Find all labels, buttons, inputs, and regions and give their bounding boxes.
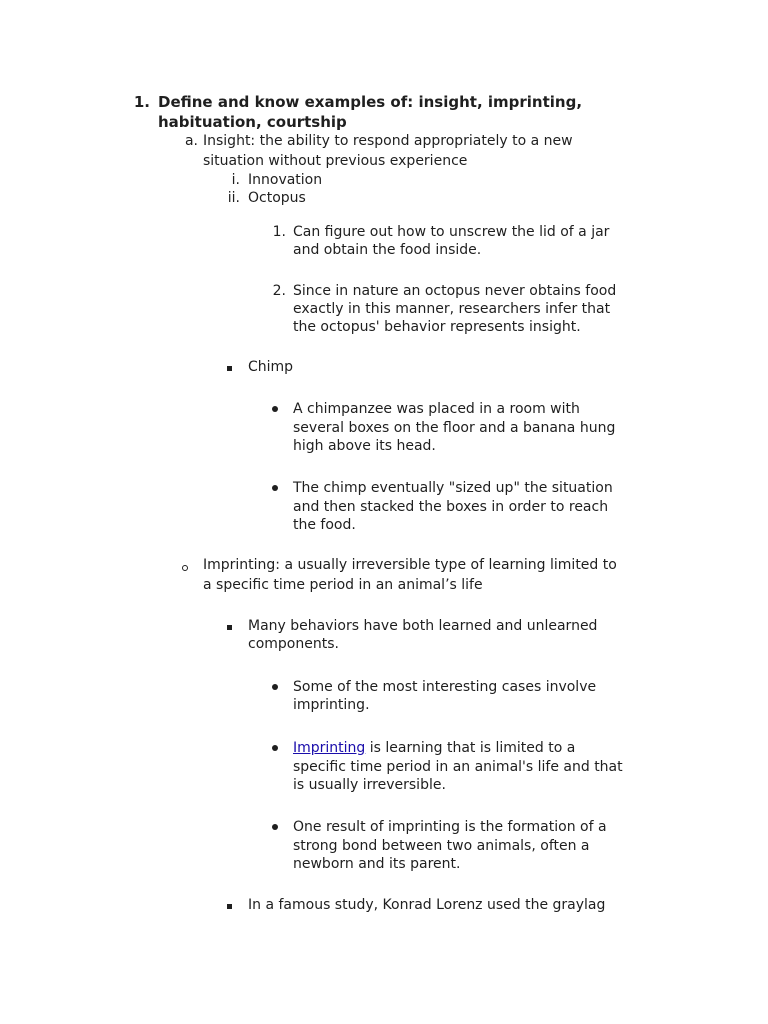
list-item: Since in nature an octopus never obtains food — [293, 283, 617, 299]
list-item-text: is learning that is limited to a — [365, 740, 576, 756]
imprinting-definition-line: Imprinting: a usually irreversible type of learning limited to — [203, 557, 617, 573]
list-item: specific time period in an animal's life and that — [293, 759, 623, 775]
round-bullet-icon — [272, 485, 278, 491]
list-item: is usually irreversible. — [293, 777, 446, 793]
list-item: strong bond between two animals, often a — [293, 838, 590, 854]
list-item: several boxes on the floor and a banana hung — [293, 420, 616, 436]
list-marker: ii. — [227, 190, 240, 206]
list-item: the octopus' behavior represents insight. — [293, 319, 581, 335]
list-item: Octopus — [248, 190, 306, 206]
list-item: The chimp eventually "sized up" the situation — [293, 480, 613, 496]
list-item: Chimp — [248, 359, 294, 375]
list-item: In a famous study, Konrad Lorenz used the graylag — [248, 897, 606, 913]
square-bullet-icon — [227, 625, 232, 630]
round-bullet-icon — [272, 684, 278, 690]
hollow-bullet-icon — [182, 565, 188, 571]
list-item: imprinting. — [293, 697, 370, 713]
list-item: Innovation — [248, 172, 323, 188]
round-bullet-icon — [272, 745, 278, 751]
insight-definition-line: Insight: the ability to respond appropriately to a new — [203, 133, 573, 149]
list-item: newborn and its parent. — [293, 856, 461, 872]
question-heading-line: Define and know examples of: insight, imprinting, — [158, 93, 583, 111]
list-item: exactly in this manner, researchers infer that — [293, 301, 611, 317]
round-bullet-icon — [272, 824, 278, 830]
square-bullet-icon — [227, 366, 232, 371]
imprinting-link[interactable]: Imprinting — [293, 740, 366, 756]
list-item: One result of imprinting is the formation of a — [293, 819, 607, 835]
list-item — [293, 739, 575, 757]
list-item: and obtain the food inside. — [293, 242, 482, 258]
list-item: and then stacked the boxes in order to reach — [293, 499, 609, 515]
list-marker: a. — [184, 133, 198, 149]
imprinting-definition-line: a specific time period in an animal’s life — [203, 577, 483, 593]
round-bullet-icon — [272, 406, 278, 412]
insight-definition-line: situation without previous experience — [203, 153, 468, 169]
list-item: Many behaviors have both learned and unlearned — [248, 618, 598, 634]
list-item: Some of the most interesting cases involve — [293, 679, 597, 695]
list-marker: i. — [231, 172, 240, 188]
list-item: high above its head. — [293, 438, 436, 454]
list-item: components. — [248, 636, 339, 652]
list-item: A chimpanzee was placed in a room with — [293, 401, 580, 417]
list-item: the food. — [293, 517, 356, 533]
question-heading-line: habituation, courtship — [158, 113, 347, 131]
list-marker: 2. — [272, 283, 286, 299]
list-item: Can figure out how to unscrew the lid of a jar — [293, 224, 610, 240]
list-marker: 1. — [133, 93, 150, 111]
list-marker: 1. — [272, 224, 286, 240]
square-bullet-icon — [227, 904, 232, 909]
